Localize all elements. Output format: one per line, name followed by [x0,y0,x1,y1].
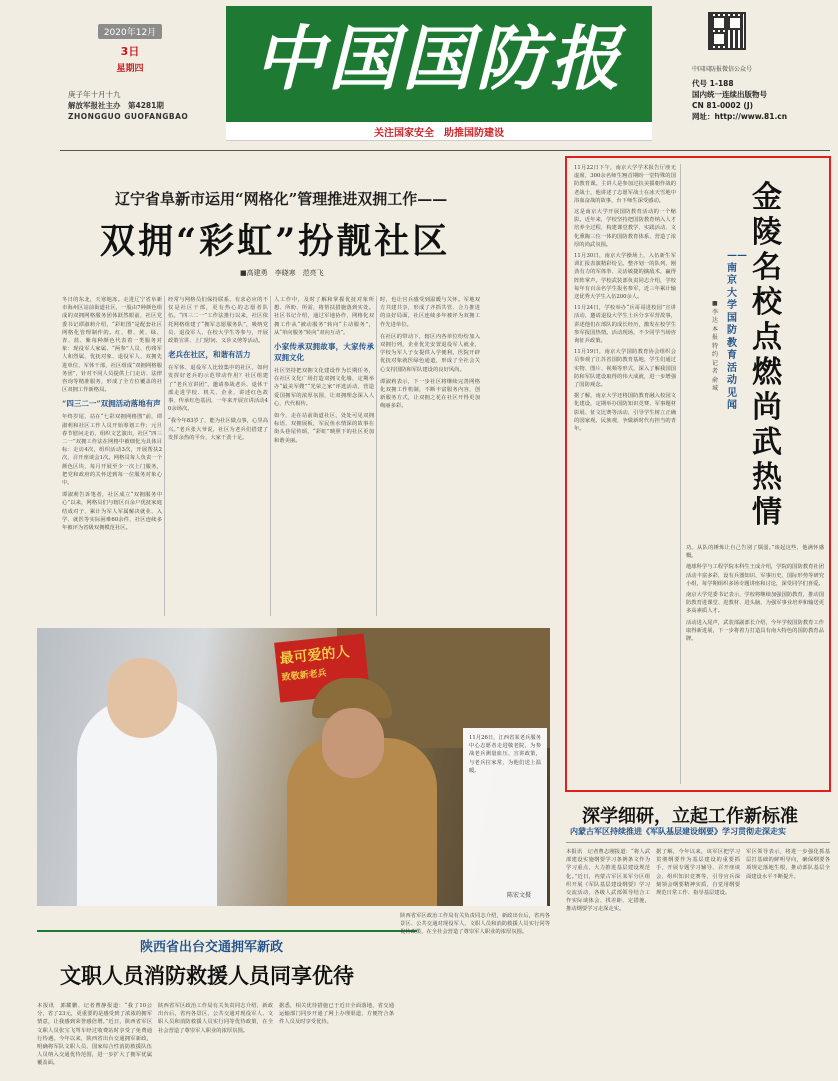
masthead-title: 中国国防报 [254,17,624,100]
shaanxi-body-cont: 陕西省军区政治工作局有关负责同志介绍，新政出台后，省内各景区、公共交通对现役军人、文职人员和消防救援人员实行同等优待政策，在全社会营造了尊崇军人职业的浓厚氛围。 [400,913,550,936]
col-rule [680,164,681,784]
lead-kicker: 辽宁省阜新市运用“网格化”管理推进双拥工作—— [115,190,448,208]
lead-col1 [62,296,162,621]
photo-caption: 11月26日，江西省某老兵服务中心志愿者走进敬老院，为参战老兵测量血压、宣讲政策，与老兵拉家常，为他们送上温暖。 [469,735,541,774]
side-para5: 11月19日，南京大学国防教育协会组织会员参观了江苏省国防教育基地，学生们通过实物、图片、视频等形式，深入了解我国国防和军队建设取得的伟大成就，进一步增强了国防观念。 [574,349,676,389]
lead-col2-para1: 经常与网格员们保持联系、有求必应的不仅是社区干部，更有热心的志愿者队伍。“四三二一”工作法推行以来，社区依托网格组建了“拥军志愿服务队”，吸纳党员、退役军人、在校大学生等参与，开展政策宣讲、上门慰问、义诊义剪等活动。 [168,297,268,345]
lead-col3-para1: 人工作中，及时了解和掌握优抚对象所想、所盼、所需，将帮扶措施落到实处。社区书记介绍，通过军地协作，网格化双拥工作从“被动服务”转向“主动服务”，从“单向服务”转向“双向互动”。 [274,297,374,336]
nmg-body: 本报讯 记者曹志刚报道：“将人武部建设实施纲要学习条例条文作为学习重点，大力推进基层建设规范化。”近日，内蒙古军区某军分区组织开展《军队基层建设纲要》学习交流活动，各级人武部领导结合工作实际谈体会、找差距、定措施，推动纲要学习走深走实。 [566,849,650,913]
publisher: 解放军报社主办 [68,101,121,110]
publisher-line [68,100,228,111]
lead-col1-para2: 年终岁尾，站在“七彩双拥网格图”前，谭淑莉和社区工作人员开始筹划工作；元旦春节慰问走访，组织文艺演出，社区“四三二一”双拥工作法在网格中被细化为具体目标：走访4次，组织活动3次，开展帮扶2次，召开座谈会1次。网格员每人负责一个颜色区块，每月开展至少一次上门服务，把党和政府的关怀送到每一位服务对象心中。 [62,414,162,487]
lead-col2-para3: “我今年83岁了，能为社区做点事，心里高兴。”老兵张大爷说，社区为老兵们搭建了发挥余热的平台，大家干劲十足。 [168,418,268,441]
side-para6: 据了解，南京大学还将国防教育融入校园文化建设，定期举办国防知识竞赛、军事题材影展、征文比赛等活动，引导学生树立正确的国家观、民族观，争做新时代有担当的青年。 [574,393,676,433]
lead-col1-subhead: “四三二一”双拥活动落地有声 [62,399,161,409]
side-feature-byline: ■李达 本报特约记者 俞城 [712,300,725,392]
weekday: 星期四 [116,64,144,74]
side-para3: 11月30日，南京大学操场上，入伍新生军训汇报表演精彩纷呈。整齐划一的队列、刚劲有力的军体拳、灵活敏捷的擒敌术，赢得阵阵掌声。学校武装部负责同志介绍，学校每年有百余名学生报名参军，近三年累计输送优秀大学生入伍200余人。 [574,253,676,301]
side-col-b-para3: 南京大学党委书记表示，学校将继续加强国防教育，推动国防教育进课堂、进教材、进头脑，为强军事业培养和输送更多高素质人才。 [686,592,824,615]
lead-col3-para2: 社区坚持把双拥文化建设作为长期任务，在社区文化广场打造双拥文化墙，定期举办“最美军嫂”“光荣之家”评选活动，营造爱国拥军的浓厚氛围，让双拥理念深入人心、代代相传。 [274,368,374,407]
col-rule [270,296,271,616]
lead-col1-para3: 谭淑莉告诉笔者，社区成立“双拥服务中心”以来，网格员们与辖区百余户优抚家庭结成对子，累计为军人军属解决就业、入学、就医等实际困难60余件，社区连续多年被评为省级双拥模范社区。 [62,492,162,532]
news-photo [37,628,550,906]
pinyin: ZHONGGUO GUOFANGBAO [68,112,189,121]
photo-doctor-head [107,658,177,738]
nmg-col1 [566,848,650,1080]
lunar-date: 庚子年十月十九 [68,90,121,99]
side-para4: 11月24日，学校举办“兵哥哥进校园”宣讲活动，邀请退役大学生士兵分享军营故事，讲述他们在部队的成长经历，激发在校学生参军报国热情。活动现场，不少同学当场咨询征兵政策。 [574,305,676,345]
masthead-date-box [80,18,180,88]
divider [566,842,830,843]
masthead-left-info [68,89,228,122]
cn-number: CN 81-0002 (J) [692,101,754,110]
lead-col3 [274,296,374,621]
masthead-right-info [692,78,822,122]
lead-headline: 双拥“彩虹”扮靓社区 [100,221,451,262]
lead-col4-para3: 谭淑莉表示，下一步社区将继续完善网格化双拥工作机制，不断丰富服务内容，创新服务方式，让双拥之花在社区开得更加绚丽多彩。 [380,378,480,410]
shaanxi-headline: 文职人员消防救援人员同享优待 [60,963,354,988]
shaanxi-body-col3 [279,1002,394,1080]
side-para1: 11月22日下午，南京大学学术报告厅座无虚席，300余名师生翘首期盼一堂特殊的国防教育课。主讲人是参加过抗美援朝作战的老战士，他讲述了志愿军战士在冰天雪地中浴血奋战的故事，台下师生深受感动。 [574,165,676,204]
shaanxi-kicker: 陕西省出台交通拥军新政 [140,940,284,955]
col-rule [164,296,165,616]
side-feature-col-a [574,164,676,786]
photo-banner-text: 最可爱的人 [279,644,351,668]
lead-col2-para2: 在军休、退役军人比较集中的社区，如何发挥好老兵的示范带动作用？社区组建了“老兵宣讲团”，邀请参战老兵、退休干部走进学校、机关、企业，讲述红色故事，传承红色基因，一年来开展宣讲活动40余场次。 [168,365,268,413]
shaanxi-body-col2 [158,1002,273,1080]
issue-no: 第4281期 [128,101,164,110]
col-rule [376,296,377,616]
nmg-col2 [656,848,740,1080]
shaanxi-body: 本报讯 郭耀鹏、记者曹静报道：“我了10公分，省了23元，更重要的是感受到了浓浓的拥军情意，让我感到荣誉感倍增。”近日，陕西省军区文职人员张宝飞驾车经过收费站时享受了免费通行待遇。今年以来，陕西省出台交通拥军新政，明确将军队文职人员、国家综合性消防救援队伍人员纳入交通优待范围，进一步扩大了拥军优属覆盖面。 [37,1003,152,1067]
lead-col3-subhead: 小家传承双拥故事，大家传承双拥文化 [274,342,374,363]
lead-col4-para1: 时，也让官兵感受到温暖与关怀。军地双方共建共享，形成了齐抓共管、合力推进的良好局面，社区连续多年被评为双拥工作先进单位。 [380,297,480,328]
date-day: 3日 [120,45,140,58]
lead-col1-para1: 冬日的东北，天寒地冻。走进辽宁省阜新市海州区站前街道社区，一股由7种颜色组成的双拥网格服务团体跃然眼前，社区党委书记谭淑莉介绍，“彩虹图”是配套社区网格化管理制作的。红、橙、黄、绿、青、蓝、紫每种颜色代表着一类服务对象：现役军人家属、“两参”人员、伤残军人和烈属、优抚对象、退役军人、双拥先进单位、军休干部，社区组成“双拥网格服务团”，针对不同人员提供上门走访、法律咨询等精准服务，形成了全方位覆盖的社区双拥工作新格局。 [62,297,162,394]
lead-bylines: ■高建勇 李晓寒 范亮飞 [240,269,324,277]
side-col-b-para2: 地球科学与工程学院本科生王成介绍，学院的国防教育社团活动丰富多彩，设有兵器知识、军事历史、国际形势等研究小组，每学期组织多场专题讲座和讨论，深受同学们喜爱。 [686,564,824,587]
website: 网址：http://www.81.cn [692,112,788,121]
nmg-headline: 深学细研，立起工作新标准 [582,806,798,827]
nmg-subheadline: 内蒙古军区持续推进《军队基层建设纲要》学习贯彻走深走实 [570,826,786,836]
lead-col4-para2: 在社区的带动下，辖区内各单位纷纷加入双拥行列，企业优先安置退役军人就业，学校为军人子女提供入学便利，医院开辟优抚对象就医绿色通道，形成了全社会关心支持国防和军队建设的良好风尚。 [380,333,480,373]
nmg-col3 [746,848,830,1080]
side-para2: 这是南京大学开展国防教育活动的一个缩影。近年来，学校坚持把国防教育纳入人才培养全过程，构建课堂教学、实践活动、文化熏陶三位一体的国防教育体系，营造了浓厚的尚武氛围。 [574,209,676,248]
side-feature-headline: 金陵名校点燃尚武热情 [752,180,782,530]
lead-col2-subhead: 老兵在社区，和谐有活力 [168,350,251,360]
middle-filler-col [400,912,550,1080]
shaanxi-body2: 陕西省军区政治工作局有关负责同志介绍，新政出台后，省内各景区、公共交通对现役军人、文职人员和消防救援人员实行同等优待政策，在全社会营造了尊崇军人职业的浓厚氛围。 [158,1003,273,1034]
shaanxi-body3: 据悉，相关优待措施已于近日全面落地，省交通运输部门同步开通了网上办理渠道，方便符合条件人员及时享受优待。 [279,1003,394,1026]
lead-col2 [168,296,268,621]
lead-col3-para3: 如今，走在站前街道社区，处处可见双拥标语、双拥展板，军民鱼水情深的故事在街头巷尾传颂，“彩虹”映照下的社区更加和谐美丽。 [274,413,374,444]
photo-banner-text2: 致敬新老兵 [281,668,328,684]
nmg-body3: 军区领导表示，将进一步强化抓基层打基础的鲜明导向，确保纲要各项规定落地生根，推动部队基层全面建设水平不断提升。 [746,849,830,880]
serial-label: 国内统一连续出版物号 [692,90,767,99]
masthead-divider [60,150,830,151]
side-feature-subheadline: ——南京大学国防教育活动见闻 [727,250,747,411]
divider [37,930,417,932]
code-line: 代号 1-188 [692,79,734,88]
side-col-b-para1: 功。从队的锤炼让自己告别了懦弱。”谈起这些，他满怀感慨。 [686,545,824,560]
qr-caption: 中国国防报微信公众号 [692,66,753,73]
qr-code [708,12,746,50]
masthead-slogan: 关注国家安全 助推国防建设 [374,128,504,139]
date-year-month: 2020年12月 [98,24,162,39]
side-col-b-para4: 活动进入尾声，武装部副部长介绍，今年学校国防教育工作取得新进展，下一步将着力打造具有南大特色的国防教育品牌。 [686,619,824,643]
side-feature-col-b [686,544,824,786]
photo-veteran-face [322,708,384,778]
shaanxi-body-col1 [37,1002,152,1080]
photo-credit: 陈宏文摄 [507,892,532,899]
nmg-body2: 据了解，今年以来，该军区把学习贯彻纲要作为基层建设的重要抓手，开展专题学习辅导、召开座谈会、组织知识竞赛等，引导官兵深刻领会纲要精神实质，自觉用纲要规范日常工作、指导基层建设。 [656,849,740,897]
lead-col4 [380,296,480,621]
